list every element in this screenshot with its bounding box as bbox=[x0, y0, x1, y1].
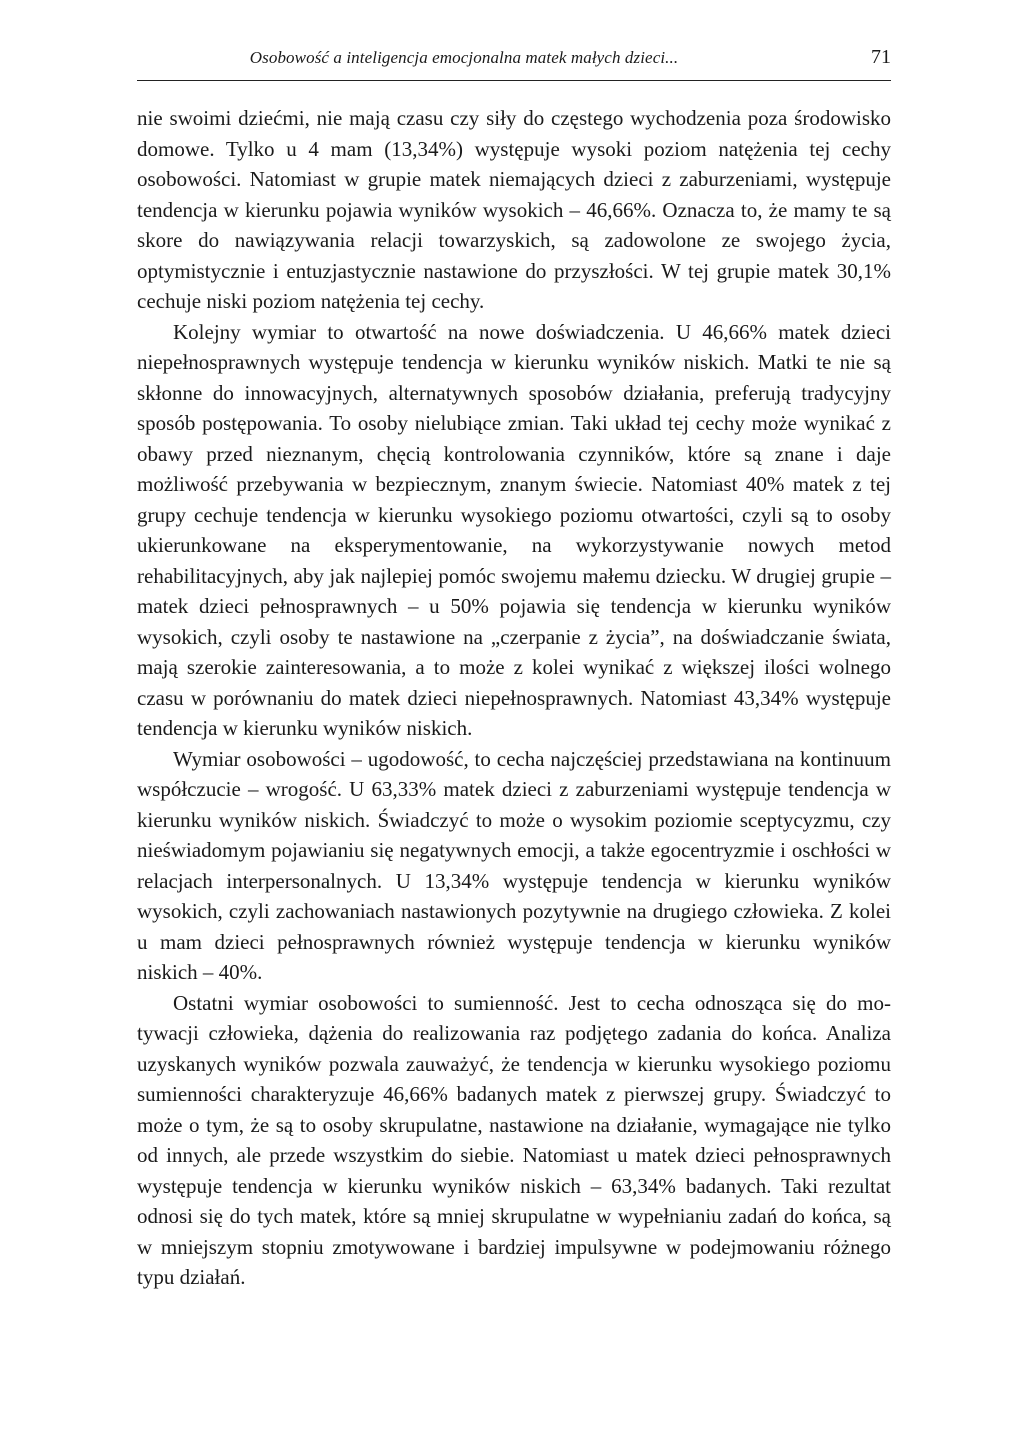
paragraph-agreeableness: Wymiar osobowości – ugodowość, to cecha najczęściej przedstawiana na kontinuum współczucie – wrogość. U 63,33% matek dzieci z zaburzeniami występuje tendencja w kierunku wyników niskich. Świadczyć to może o wysokim poziomie sceptycyzmu, czy nieświadomym pojawianiu się negatywnych emocji, a także egocentryzmie i oschłości w relacjach interpersonalnych. U 13,34% występuje tendencja w kierunku wyników wysokich, czyli zachowaniach nastawionych pozytywnie na drugiego człowieka. Z kolei u mam dzieci pełnosprawnych również występuje tendencja w kierunku wyników niskich – 40%. bbox=[137, 746, 891, 984]
running-title: Osobowość a inteligencja emocjonalna matek małych dzieci... bbox=[249, 48, 679, 67]
paragraph-conscientiousness: Ostatni wymiar osobowości to sumienność. Jest to cecha odnosząca się do motywacji człowieka, dążenia do realizowania raz podjętego zadania do końca. Analiza uzyskanych wyników pozwala zauważyć, że tendencja w kierunku wysokiego poziomu sumienności charakteryzuje 46,66% badanych matek z pierwszej grupy. Świadczyć to może o tym, że są to osoby skrupulatne, nastawione na działanie, wymagające nie tylko od innych, ale przede wszystkim do siebie. Natomiast u matek dzieci pełnosprawnych występuje tendencja w kierunku wyników niskich – 63,34% badanych. Taki rezultat odnosi się do tych matek, które są mniej skrupulatne w wypełnianiu zadań do końca, są w mniejszym stopniu zmotywowane i bardziej impulsywne w podejmowaniu różnego typu działań. bbox=[137, 990, 891, 1289]
body-text bbox=[137, 103, 891, 1293]
paragraph-continuation: nie swoimi dziećmi, nie mają czasu czy siły do częstego wychodzenia poza środowisko domowe. Tylko u 4 mam (13,34%) występuje wysoki poziom natężenia tej cechy osobowości. Natomiast w grupie matek niemających dzieci z zaburzeniami, występuje tendencja w kierunku pojawia wyników wysokich – 46,66%. Oznacza to, że mamy te są skore do nawiązywania relacji towarzyskich, są zadowolone ze swojego życia, optymistycznie i entuzjastycznie nastawione do przyszłości. W tej grupie matek 30,1% cechuje niski poziom natężenia tej cechy. bbox=[137, 106, 891, 313]
document-page bbox=[137, 40, 891, 1293]
running-header bbox=[137, 40, 891, 81]
page-number: 71 bbox=[871, 46, 891, 68]
paragraph-openness: Kolejny wymiar to otwartość na nowe doświadczenia. U 46,66% matek dzieci niepełnosprawnych występuje tendencja w kierunku wyników niskich. Matki te nie są skłonne do innowacyjnych, alternatywnych sposobów działania, preferują tradycyjny sposób postępowania. To osoby nielubiące zmian. Taki układ tej cechy może wynikać z obawy przed nieznanym, chęcią kontrolowania czynników, które są znane i daje możliwość przebywania w bezpiecznym, znanym świecie. Natomiast 40% matek z tej grupy cechuje tendencja w kierunku wysokiego poziomu otwartości, czyli są to osoby ukierunkowane na eksperymentowanie, na wykorzystywanie nowych metod rehabilitacyjnych, aby jak najlepiej pomóc swojemu małemu dziecku. W drugiej grupie – matek dzieci pełnosprawnych – u 50% pojawia się tendencja w kierunku wyników wysokich, czyli osoby te nastawione na „czerpanie z życia”, na doświadczanie świata, mają szerokie zainteresowania, a to może z kolei wynikać z większej ilości wolnego czasu w porównaniu do matek dzieci niepełnosprawnych. Natomiast 43,34% występuje tendencja w kierunku wyników niskich. bbox=[137, 319, 891, 740]
